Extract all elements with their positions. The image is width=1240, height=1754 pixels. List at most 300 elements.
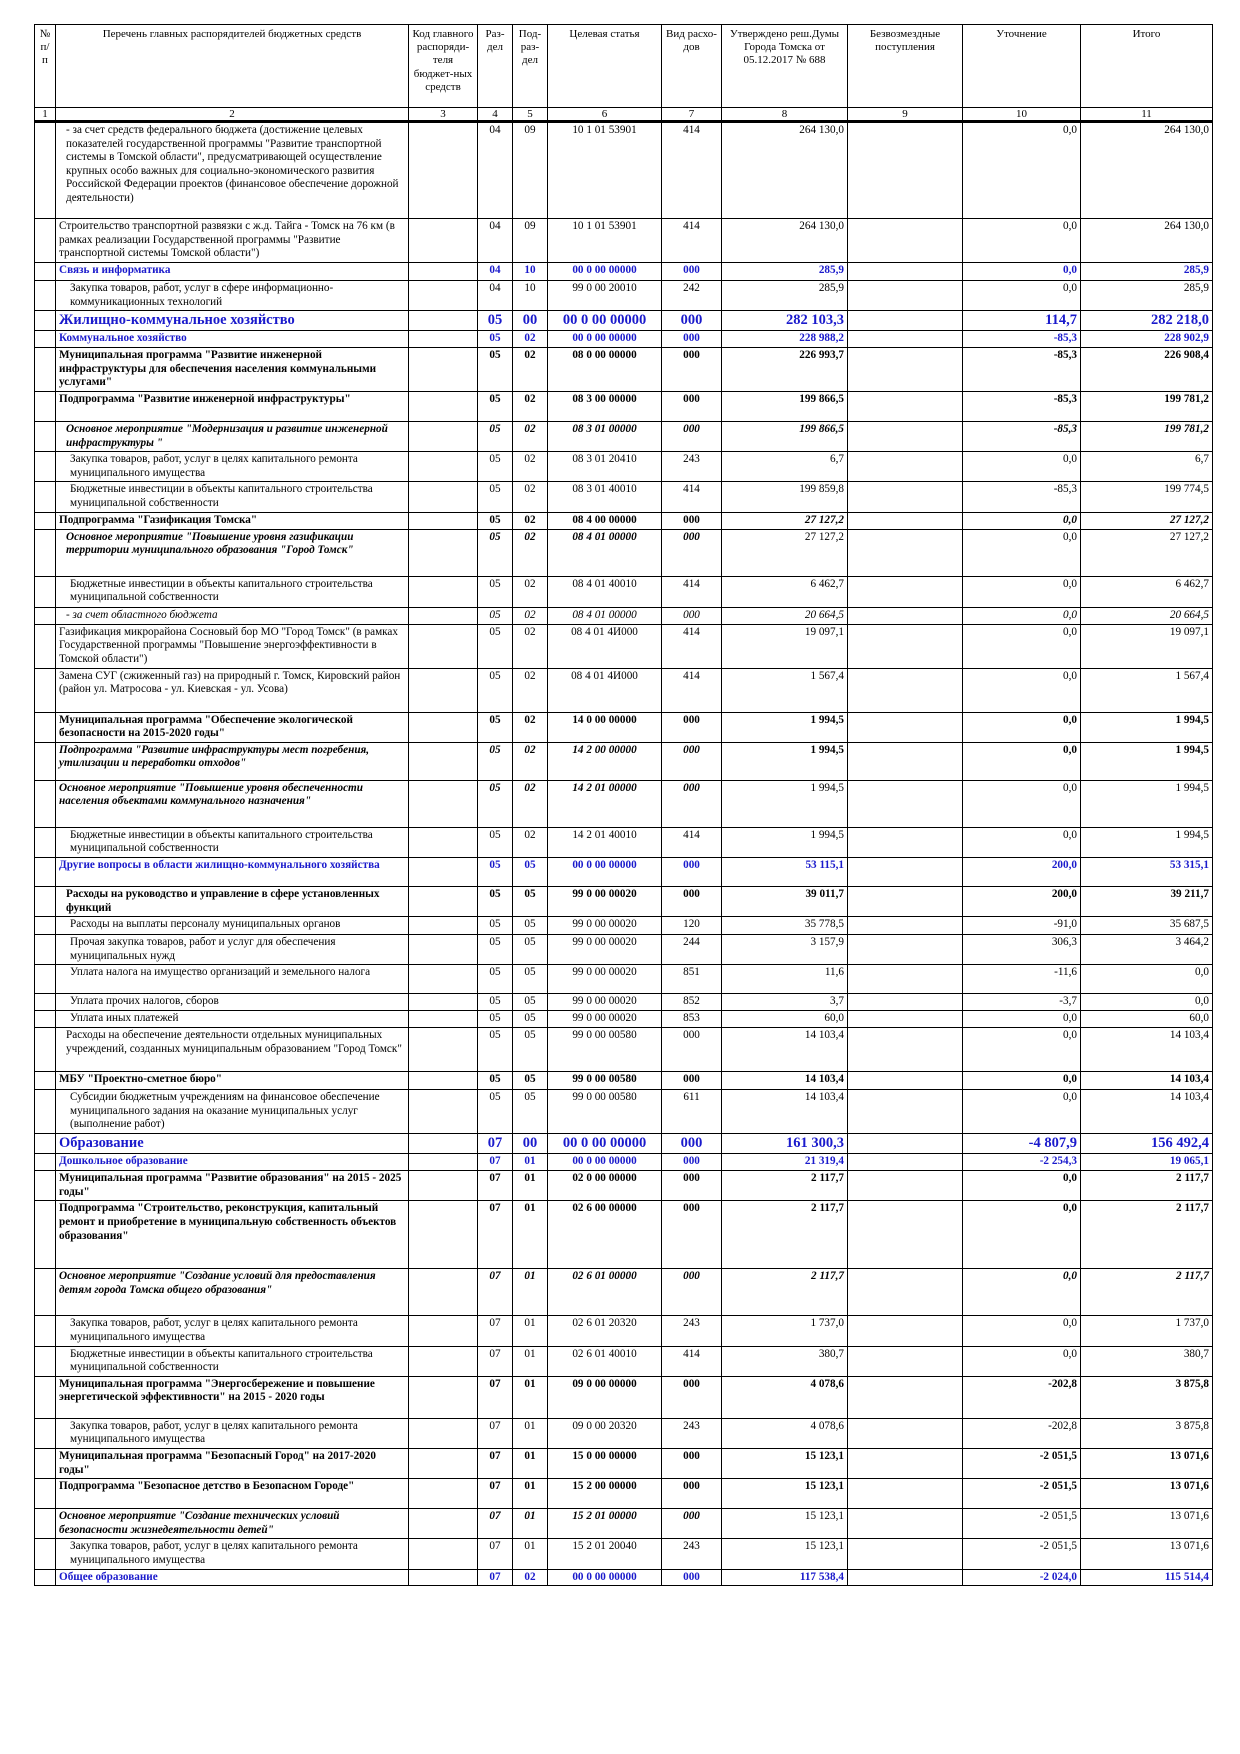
row-expense-type-cell: 000 — [662, 1134, 722, 1154]
row-podrazdel-cell: 01 — [513, 1154, 548, 1171]
row-approved-cell: 1 994,5 — [722, 780, 848, 827]
row-podrazdel-cell: 05 — [513, 1028, 548, 1072]
row-total-cell: 13 071,6 — [1081, 1539, 1213, 1569]
row-glavrasp-cell — [409, 742, 478, 780]
row-glavrasp-cell — [409, 281, 478, 311]
budget-sheet — [34, 24, 1212, 1586]
row-total-cell: 13 071,6 — [1081, 1479, 1213, 1509]
row-total-cell: 3 875,8 — [1081, 1418, 1213, 1448]
row-number-cell — [35, 281, 56, 311]
row-name-cell: Уплата иных платежей — [56, 1011, 409, 1028]
row-target-article-cell: 99 0 00 00020 — [548, 965, 662, 994]
row-number-cell — [35, 1376, 56, 1418]
row-adjustment-cell: 0,0 — [963, 1090, 1081, 1134]
row-total-cell: 0,0 — [1081, 994, 1213, 1011]
row-expense-type-cell: 414 — [662, 624, 722, 668]
table-row — [35, 1569, 1213, 1586]
row-adjustment-cell: 0,0 — [963, 607, 1081, 624]
row-glavrasp-cell — [409, 994, 478, 1011]
row-number-cell — [35, 1346, 56, 1376]
table-row — [35, 712, 1213, 742]
row-number-cell — [35, 219, 56, 263]
row-number-cell — [35, 1569, 56, 1586]
col-number: 9 — [848, 108, 963, 122]
row-razdel-cell: 05 — [478, 1011, 513, 1028]
row-free-receipts-cell — [848, 1154, 963, 1171]
row-target-article-cell: 00 0 00 00000 — [548, 1154, 662, 1171]
row-expense-type-cell: 243 — [662, 1539, 722, 1569]
row-glavrasp-cell — [409, 624, 478, 668]
row-approved-cell: 14 103,4 — [722, 1072, 848, 1090]
row-target-article-cell: 15 2 00 00000 — [548, 1479, 662, 1509]
row-glavrasp-cell — [409, 1171, 478, 1201]
row-approved-cell: 6 462,7 — [722, 576, 848, 607]
table-row — [35, 576, 1213, 607]
row-number-cell — [35, 482, 56, 512]
row-approved-cell: 11,6 — [722, 965, 848, 994]
row-target-article-cell: 08 4 00 00000 — [548, 512, 662, 529]
row-glavrasp-cell — [409, 122, 478, 219]
row-total-cell: 53 315,1 — [1081, 857, 1213, 886]
table-row — [35, 1072, 1213, 1090]
row-expense-type-cell: 000 — [662, 1449, 722, 1479]
row-total-cell: 6,7 — [1081, 452, 1213, 482]
row-free-receipts-cell — [848, 331, 963, 348]
row-approved-cell: 21 319,4 — [722, 1154, 848, 1171]
row-target-article-cell: 02 6 00 00000 — [548, 1201, 662, 1269]
col-header: Утверждено реш.Думы Города Томска от 05.12.2017 № 688 — [722, 25, 848, 108]
row-expense-type-cell: 414 — [662, 827, 722, 857]
col-header: № п/п — [35, 25, 56, 108]
row-target-article-cell: 00 0 00 00000 — [548, 263, 662, 281]
table-row — [35, 917, 1213, 935]
row-number-cell — [35, 886, 56, 916]
row-number-cell — [35, 1171, 56, 1201]
row-total-cell: 27 127,2 — [1081, 529, 1213, 576]
row-expense-type-cell: 414 — [662, 122, 722, 219]
row-target-article-cell: 02 6 01 00000 — [548, 1269, 662, 1316]
row-glavrasp-cell — [409, 421, 478, 451]
row-razdel-cell: 05 — [478, 965, 513, 994]
table-row — [35, 1269, 1213, 1316]
row-podrazdel-cell: 02 — [513, 712, 548, 742]
row-free-receipts-cell — [848, 780, 963, 827]
row-target-article-cell: 99 0 00 00020 — [548, 935, 662, 965]
row-number-cell — [35, 965, 56, 994]
row-glavrasp-cell — [409, 1201, 478, 1269]
row-number-cell — [35, 935, 56, 965]
row-expense-type-cell: 852 — [662, 994, 722, 1011]
row-target-article-cell: 08 3 01 00000 — [548, 421, 662, 451]
row-razdel-cell: 05 — [478, 421, 513, 451]
row-name-cell: Основное мероприятие "Повышение уровня газификации территории муниципального образования "Город Томск" — [56, 529, 409, 576]
col-header: Вид расхо-дов — [662, 25, 722, 108]
row-podrazdel-cell: 05 — [513, 1011, 548, 1028]
row-podrazdel-cell: 01 — [513, 1269, 548, 1316]
row-number-cell — [35, 1028, 56, 1072]
row-free-receipts-cell — [848, 1346, 963, 1376]
row-podrazdel-cell: 02 — [513, 742, 548, 780]
row-podrazdel-cell: 02 — [513, 391, 548, 421]
row-approved-cell: 53 115,1 — [722, 857, 848, 886]
row-adjustment-cell: 0,0 — [963, 529, 1081, 576]
row-free-receipts-cell — [848, 668, 963, 712]
row-expense-type-cell: 000 — [662, 1028, 722, 1072]
row-approved-cell: 1 994,5 — [722, 827, 848, 857]
row-adjustment-cell: 0,0 — [963, 1171, 1081, 1201]
row-total-cell: 6 462,7 — [1081, 576, 1213, 607]
row-approved-cell: 2 117,7 — [722, 1171, 848, 1201]
row-approved-cell: 20 664,5 — [722, 607, 848, 624]
row-total-cell: 285,9 — [1081, 263, 1213, 281]
row-glavrasp-cell — [409, 311, 478, 331]
row-target-article-cell: 99 0 00 00580 — [548, 1072, 662, 1090]
row-free-receipts-cell — [848, 1418, 963, 1448]
row-podrazdel-cell: 02 — [513, 348, 548, 392]
row-podrazdel-cell: 02 — [513, 607, 548, 624]
row-target-article-cell: 02 0 00 00000 — [548, 1171, 662, 1201]
row-name-cell: Общее образование — [56, 1569, 409, 1586]
row-number-cell — [35, 1269, 56, 1316]
row-adjustment-cell: -3,7 — [963, 994, 1081, 1011]
row-podrazdel-cell: 05 — [513, 857, 548, 886]
row-target-article-cell: 99 0 00 00020 — [548, 886, 662, 916]
row-approved-cell: 264 130,0 — [722, 219, 848, 263]
col-header: Раз-дел — [478, 25, 513, 108]
row-approved-cell: 282 103,3 — [722, 311, 848, 331]
row-razdel-cell: 05 — [478, 529, 513, 576]
row-adjustment-cell: -2 254,3 — [963, 1154, 1081, 1171]
row-podrazdel-cell: 02 — [513, 452, 548, 482]
row-podrazdel-cell: 01 — [513, 1418, 548, 1448]
row-total-cell: 14 103,4 — [1081, 1028, 1213, 1072]
row-number-cell — [35, 1154, 56, 1171]
row-target-article-cell: 08 4 01 4И000 — [548, 668, 662, 712]
row-approved-cell: 4 078,6 — [722, 1376, 848, 1418]
row-number-cell — [35, 1418, 56, 1448]
row-target-article-cell: 00 0 00 00000 — [548, 331, 662, 348]
row-expense-type-cell: 000 — [662, 1154, 722, 1171]
row-name-cell: Муниципальная программа "Обеспечение экологической безопасности на 2015-2020 годы" — [56, 712, 409, 742]
row-name-cell: Основное мероприятие "Модернизация и развитие инженерной инфраструктуры " — [56, 421, 409, 451]
col-number: 10 — [963, 108, 1081, 122]
row-approved-cell: 27 127,2 — [722, 512, 848, 529]
row-podrazdel-cell: 05 — [513, 965, 548, 994]
row-expense-type-cell: 000 — [662, 1376, 722, 1418]
row-total-cell: 380,7 — [1081, 1346, 1213, 1376]
table-row — [35, 219, 1213, 263]
row-free-receipts-cell — [848, 1171, 963, 1201]
row-adjustment-cell: -85,3 — [963, 482, 1081, 512]
row-razdel-cell: 05 — [478, 607, 513, 624]
row-razdel-cell: 05 — [478, 482, 513, 512]
row-glavrasp-cell — [409, 1509, 478, 1539]
row-podrazdel-cell: 09 — [513, 122, 548, 219]
row-name-cell: Основное мероприятие "Создание технических условий безопасности жизнедеятельности детей" — [56, 1509, 409, 1539]
col-number: 8 — [722, 108, 848, 122]
row-approved-cell: 6,7 — [722, 452, 848, 482]
row-name-cell: Закупка товаров, работ, услуг в целях капитального ремонта муниципального имущества — [56, 1539, 409, 1569]
row-podrazdel-cell: 02 — [513, 482, 548, 512]
row-expense-type-cell: 000 — [662, 1509, 722, 1539]
row-razdel-cell: 07 — [478, 1154, 513, 1171]
table-row — [35, 886, 1213, 916]
row-number-cell — [35, 827, 56, 857]
row-adjustment-cell: -2 051,5 — [963, 1479, 1081, 1509]
row-name-cell: Жилищно-коммунальное хозяйство — [56, 311, 409, 331]
row-podrazdel-cell: 01 — [513, 1316, 548, 1346]
row-approved-cell: 1 737,0 — [722, 1316, 848, 1346]
row-expense-type-cell: 000 — [662, 263, 722, 281]
row-podrazdel-cell: 01 — [513, 1171, 548, 1201]
row-name-cell: Уплата прочих налогов, сборов — [56, 994, 409, 1011]
row-expense-type-cell: 000 — [662, 421, 722, 451]
row-free-receipts-cell — [848, 348, 963, 392]
row-target-article-cell: 99 0 00 00020 — [548, 1011, 662, 1028]
row-approved-cell: 14 103,4 — [722, 1028, 848, 1072]
row-expense-type-cell: 000 — [662, 348, 722, 392]
row-razdel-cell: 05 — [478, 1072, 513, 1090]
row-name-cell: Другие вопросы в области жилищно-коммунального хозяйства — [56, 857, 409, 886]
row-total-cell: 14 103,4 — [1081, 1072, 1213, 1090]
row-expense-type-cell: 414 — [662, 576, 722, 607]
row-expense-type-cell: 243 — [662, 1316, 722, 1346]
row-approved-cell: 380,7 — [722, 1346, 848, 1376]
row-razdel-cell: 07 — [478, 1418, 513, 1448]
row-adjustment-cell: 0,0 — [963, 1011, 1081, 1028]
row-name-cell: Подпрограмма "Развитие инфраструктуры мест погребения, утилизации и переработки отходов" — [56, 742, 409, 780]
row-razdel-cell: 05 — [478, 512, 513, 529]
row-razdel-cell: 05 — [478, 668, 513, 712]
row-target-article-cell: 15 2 01 20040 — [548, 1539, 662, 1569]
table-row — [35, 780, 1213, 827]
row-free-receipts-cell — [848, 1539, 963, 1569]
row-target-article-cell: 14 2 00 00000 — [548, 742, 662, 780]
row-adjustment-cell: -2 051,5 — [963, 1449, 1081, 1479]
row-name-cell: Подпрограмма "Строительство, реконструкция, капитальный ремонт и приобретение в муниципальную собственность объектов образования" — [56, 1201, 409, 1269]
row-total-cell: 19 097,1 — [1081, 624, 1213, 668]
row-podrazdel-cell: 09 — [513, 219, 548, 263]
row-razdel-cell: 05 — [478, 935, 513, 965]
row-approved-cell: 19 097,1 — [722, 624, 848, 668]
row-adjustment-cell: -2 051,5 — [963, 1539, 1081, 1569]
row-free-receipts-cell — [848, 529, 963, 576]
row-name-cell: Муниципальная программа "Безопасный Город" на 2017-2020 годы" — [56, 1449, 409, 1479]
col-number: 1 — [35, 108, 56, 122]
row-approved-cell: 199 859,8 — [722, 482, 848, 512]
row-name-cell: Образование — [56, 1134, 409, 1154]
row-approved-cell: 199 866,5 — [722, 391, 848, 421]
row-free-receipts-cell — [848, 965, 963, 994]
row-razdel-cell: 07 — [478, 1269, 513, 1316]
row-podrazdel-cell: 05 — [513, 917, 548, 935]
row-podrazdel-cell: 01 — [513, 1539, 548, 1569]
row-adjustment-cell: -85,3 — [963, 348, 1081, 392]
row-target-article-cell: 15 2 01 00000 — [548, 1509, 662, 1539]
row-podrazdel-cell: 01 — [513, 1376, 548, 1418]
row-total-cell: 27 127,2 — [1081, 512, 1213, 529]
row-name-cell: Бюджетные инвестиции в объекты капитального строительства муниципальной собственности — [56, 1346, 409, 1376]
row-total-cell: 1 994,5 — [1081, 780, 1213, 827]
row-approved-cell: 1 994,5 — [722, 712, 848, 742]
row-approved-cell: 39 011,7 — [722, 886, 848, 916]
row-glavrasp-cell — [409, 1011, 478, 1028]
row-number-cell — [35, 1539, 56, 1569]
row-name-cell: Закупка товаров, работ, услуг в целях капитального ремонта муниципального имущества — [56, 1316, 409, 1346]
row-approved-cell: 1 994,5 — [722, 742, 848, 780]
row-podrazdel-cell: 00 — [513, 311, 548, 331]
row-target-article-cell: 08 3 01 20410 — [548, 452, 662, 482]
table-row — [35, 668, 1213, 712]
row-podrazdel-cell: 10 — [513, 263, 548, 281]
row-razdel-cell: 07 — [478, 1539, 513, 1569]
row-podrazdel-cell: 05 — [513, 994, 548, 1011]
row-free-receipts-cell — [848, 712, 963, 742]
column-number-row — [35, 108, 1213, 122]
row-razdel-cell: 05 — [478, 857, 513, 886]
col-header: Целевая статья — [548, 25, 662, 108]
table-row — [35, 607, 1213, 624]
row-number-cell — [35, 624, 56, 668]
row-expense-type-cell: 244 — [662, 935, 722, 965]
row-free-receipts-cell — [848, 886, 963, 916]
row-glavrasp-cell — [409, 331, 478, 348]
col-number: 11 — [1081, 108, 1213, 122]
col-header: Код главного распоряди-теля бюджет-ных средств — [409, 25, 478, 108]
row-podrazdel-cell: 01 — [513, 1479, 548, 1509]
row-approved-cell: 15 123,1 — [722, 1539, 848, 1569]
row-name-cell: Уплата налога на имущество организаций и земельного налога — [56, 965, 409, 994]
row-podrazdel-cell: 02 — [513, 512, 548, 529]
row-approved-cell: 15 123,1 — [722, 1509, 848, 1539]
row-adjustment-cell: 0,0 — [963, 742, 1081, 780]
row-razdel-cell: 05 — [478, 311, 513, 331]
row-glavrasp-cell — [409, 607, 478, 624]
row-adjustment-cell: 0,0 — [963, 281, 1081, 311]
table-row — [35, 421, 1213, 451]
row-target-article-cell: 15 0 00 00000 — [548, 1449, 662, 1479]
row-approved-cell: 3 157,9 — [722, 935, 848, 965]
row-razdel-cell: 07 — [478, 1509, 513, 1539]
row-free-receipts-cell — [848, 482, 963, 512]
row-name-cell: Бюджетные инвестиции в объекты капитального строительства муниципальной собственности — [56, 827, 409, 857]
row-approved-cell: 285,9 — [722, 263, 848, 281]
row-razdel-cell: 07 — [478, 1134, 513, 1154]
row-expense-type-cell: 000 — [662, 311, 722, 331]
row-total-cell: 3 875,8 — [1081, 1376, 1213, 1418]
row-expense-type-cell: 000 — [662, 1269, 722, 1316]
row-glavrasp-cell — [409, 668, 478, 712]
row-target-article-cell: 14 2 01 00000 — [548, 780, 662, 827]
row-glavrasp-cell — [409, 1479, 478, 1509]
row-target-article-cell: 09 0 00 00000 — [548, 1376, 662, 1418]
row-podrazdel-cell: 02 — [513, 331, 548, 348]
row-glavrasp-cell — [409, 1539, 478, 1569]
row-free-receipts-cell — [848, 391, 963, 421]
col-number: 7 — [662, 108, 722, 122]
row-expense-type-cell: 000 — [662, 857, 722, 886]
row-target-article-cell: 02 6 01 20320 — [548, 1316, 662, 1346]
row-free-receipts-cell — [848, 1028, 963, 1072]
row-target-article-cell: 00 0 00 00000 — [548, 1569, 662, 1586]
row-podrazdel-cell: 01 — [513, 1346, 548, 1376]
row-glavrasp-cell — [409, 917, 478, 935]
row-free-receipts-cell — [848, 827, 963, 857]
row-total-cell: 285,9 — [1081, 281, 1213, 311]
row-name-cell: Расходы на руководство и управление в сфере установленных функций — [56, 886, 409, 916]
row-adjustment-cell: -2 051,5 — [963, 1509, 1081, 1539]
row-name-cell: Муниципальная программа "Развитие инженерной инфраструктуры для обеспечения населения коммунальными услугами" — [56, 348, 409, 392]
col-header: Итого — [1081, 25, 1213, 108]
row-total-cell: 2 117,7 — [1081, 1201, 1213, 1269]
row-number-cell — [35, 1072, 56, 1090]
row-name-cell: МБУ "Проектно-сметное бюро" — [56, 1072, 409, 1090]
row-name-cell: Коммунальное хозяйство — [56, 331, 409, 348]
row-adjustment-cell: 0,0 — [963, 1201, 1081, 1269]
row-number-cell — [35, 348, 56, 392]
row-name-cell: Бюджетные инвестиции в объекты капитального строительства муниципальной собственности — [56, 576, 409, 607]
row-total-cell: 1 994,5 — [1081, 827, 1213, 857]
row-number-cell — [35, 668, 56, 712]
row-adjustment-cell: -202,8 — [963, 1418, 1081, 1448]
row-target-article-cell: 00 0 00 00000 — [548, 857, 662, 886]
row-approved-cell: 4 078,6 — [722, 1418, 848, 1448]
row-adjustment-cell: 0,0 — [963, 712, 1081, 742]
col-number: 3 — [409, 108, 478, 122]
row-number-cell — [35, 607, 56, 624]
budget-rows — [35, 122, 1213, 1586]
row-name-cell: Дошкольное образование — [56, 1154, 409, 1171]
row-free-receipts-cell — [848, 742, 963, 780]
row-number-cell — [35, 994, 56, 1011]
row-total-cell: 156 492,4 — [1081, 1134, 1213, 1154]
row-adjustment-cell: -85,3 — [963, 421, 1081, 451]
row-target-article-cell: 00 0 00 00000 — [548, 1134, 662, 1154]
row-podrazdel-cell: 02 — [513, 421, 548, 451]
row-adjustment-cell: 0,0 — [963, 512, 1081, 529]
row-adjustment-cell: 200,0 — [963, 886, 1081, 916]
table-row — [35, 1376, 1213, 1418]
row-total-cell: 39 211,7 — [1081, 886, 1213, 916]
row-expense-type-cell: 000 — [662, 512, 722, 529]
row-podrazdel-cell: 02 — [513, 1569, 548, 1586]
row-name-cell: Закупка товаров, работ, услуг в целях капитального ремонта муниципального имущества — [56, 452, 409, 482]
row-adjustment-cell: -85,3 — [963, 391, 1081, 421]
row-adjustment-cell: -85,3 — [963, 331, 1081, 348]
row-expense-type-cell: 000 — [662, 391, 722, 421]
row-adjustment-cell: 200,0 — [963, 857, 1081, 886]
row-glavrasp-cell — [409, 1346, 478, 1376]
row-free-receipts-cell — [848, 624, 963, 668]
table-row — [35, 1171, 1213, 1201]
row-expense-type-cell: 242 — [662, 281, 722, 311]
row-glavrasp-cell — [409, 886, 478, 916]
table-row — [35, 1028, 1213, 1072]
table-row — [35, 1090, 1213, 1134]
row-name-cell: Расходы на обеспечение деятельности отдельных муниципальных учреждений, созданных муниципальным образованием "Город Томск" — [56, 1028, 409, 1072]
row-number-cell — [35, 391, 56, 421]
table-row — [35, 994, 1213, 1011]
col-header: Безвозмездные поступления — [848, 25, 963, 108]
row-target-article-cell: 99 0 00 20010 — [548, 281, 662, 311]
row-glavrasp-cell — [409, 219, 478, 263]
row-razdel-cell: 04 — [478, 122, 513, 219]
row-glavrasp-cell — [409, 935, 478, 965]
table-row — [35, 529, 1213, 576]
row-free-receipts-cell — [848, 311, 963, 331]
table-row — [35, 482, 1213, 512]
row-expense-type-cell: 414 — [662, 219, 722, 263]
